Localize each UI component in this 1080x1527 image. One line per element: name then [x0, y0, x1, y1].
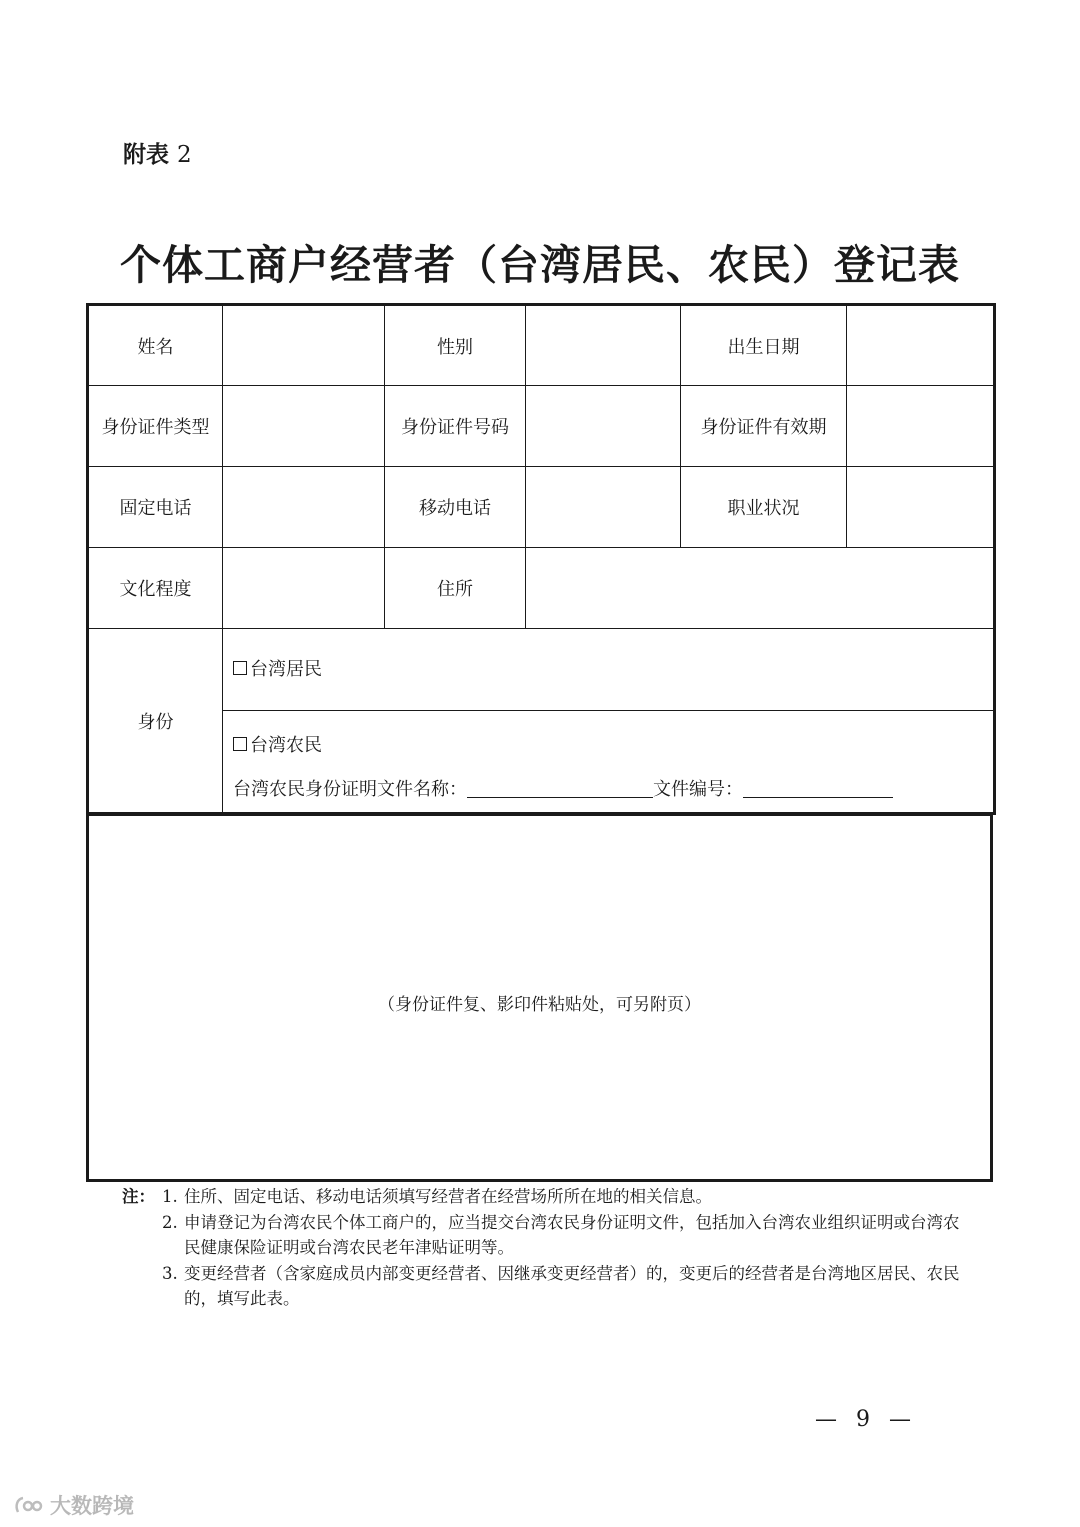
- resident-checkbox[interactable]: [233, 661, 247, 675]
- occupation-label: 职业状况: [681, 467, 847, 548]
- resident-option-label: 台湾居民: [250, 658, 322, 680]
- doc-number-blank[interactable]: [743, 779, 893, 798]
- notes-section: [122, 1184, 962, 1312]
- appendix-number: 2: [177, 142, 192, 168]
- note-text: 住所、固定电话、移动电话须填写经营者在经营场所所在地的相关信息。: [184, 1187, 712, 1206]
- id-type-field[interactable]: [223, 386, 385, 467]
- mobile-label: 移动电话: [385, 467, 526, 548]
- notes-label: 注：: [122, 1187, 155, 1206]
- form-title: 个体工商户经营者（台湾居民、农民）登记表: [120, 241, 960, 289]
- page-number: — 9 —: [815, 1407, 917, 1432]
- form-row-id: [88, 386, 995, 467]
- form-row-education: [88, 548, 995, 629]
- watermark-logo-icon: [14, 1494, 44, 1516]
- note-item: [122, 1210, 962, 1261]
- id-validity-field[interactable]: [847, 386, 995, 467]
- name-field[interactable]: [223, 305, 385, 386]
- address-field[interactable]: [526, 548, 995, 629]
- identity-label: 身份: [88, 629, 223, 814]
- farmer-option-label: 台湾农民: [250, 735, 322, 756]
- address-label: 住所: [385, 548, 526, 629]
- form-row-identity-farmer: [88, 711, 995, 814]
- note-index: 1.: [162, 1187, 178, 1206]
- appendix-label-text: 附表: [123, 141, 169, 168]
- birth-date-label: 出生日期: [681, 305, 847, 386]
- note-item: [122, 1261, 962, 1312]
- identity-option-resident-cell: [223, 629, 995, 711]
- gender-label: 性别: [385, 305, 526, 386]
- landline-field[interactable]: [223, 467, 385, 548]
- form-row-identity-resident: [88, 629, 995, 711]
- form-row-basic: [88, 305, 995, 386]
- farmer-doc-name-blank[interactable]: [467, 779, 653, 798]
- id-number-label: 身份证件号码: [385, 386, 526, 467]
- id-type-label: 身份证件类型: [88, 386, 223, 467]
- identity-option-farmer-cell: [223, 711, 995, 814]
- id-validity-label: 身份证件有效期: [681, 386, 847, 467]
- paste-area-hint: （身份证件复、影印件粘贴处，可另附页）: [378, 995, 701, 1015]
- watermark-text: 大数跨境: [50, 1494, 134, 1518]
- doc-number-label: 文件编号：: [653, 779, 743, 800]
- form-row-contact: [88, 467, 995, 548]
- mobile-field[interactable]: [526, 467, 681, 548]
- occupation-field[interactable]: [847, 467, 995, 548]
- gender-field[interactable]: [526, 305, 681, 386]
- appendix-label: [123, 136, 192, 169]
- name-label: 姓名: [88, 305, 223, 386]
- farmer-doc-name-label: 台湾农民身份证明文件名称：: [233, 779, 467, 800]
- farmer-checkbox[interactable]: [233, 737, 247, 751]
- education-field[interactable]: [223, 548, 385, 629]
- education-label: 文化程度: [88, 548, 223, 629]
- note-text: 申请登记为台湾农民个体工商户的，应当提交台湾农民身份证明文件，包括加入台湾农业组织证明或台湾农民健康保险证明或台湾农民老年津贴证明等。: [184, 1212, 960, 1257]
- birth-date-field[interactable]: [847, 305, 995, 386]
- watermark: [14, 1490, 134, 1520]
- note-index: 3.: [162, 1263, 178, 1283]
- note-index: 2.: [162, 1212, 178, 1232]
- note-item: [122, 1184, 962, 1210]
- landline-label: 固定电话: [88, 467, 223, 548]
- note-text: 变更经营者（含家庭成员内部变更经营者、因继承变更经营者）的，变更后的经营者是台湾地区居民、农民的，填写此表。: [184, 1263, 960, 1308]
- id-copy-paste-area[interactable]: [86, 813, 993, 1182]
- registration-form-table: [86, 303, 996, 815]
- id-number-field[interactable]: [526, 386, 681, 467]
